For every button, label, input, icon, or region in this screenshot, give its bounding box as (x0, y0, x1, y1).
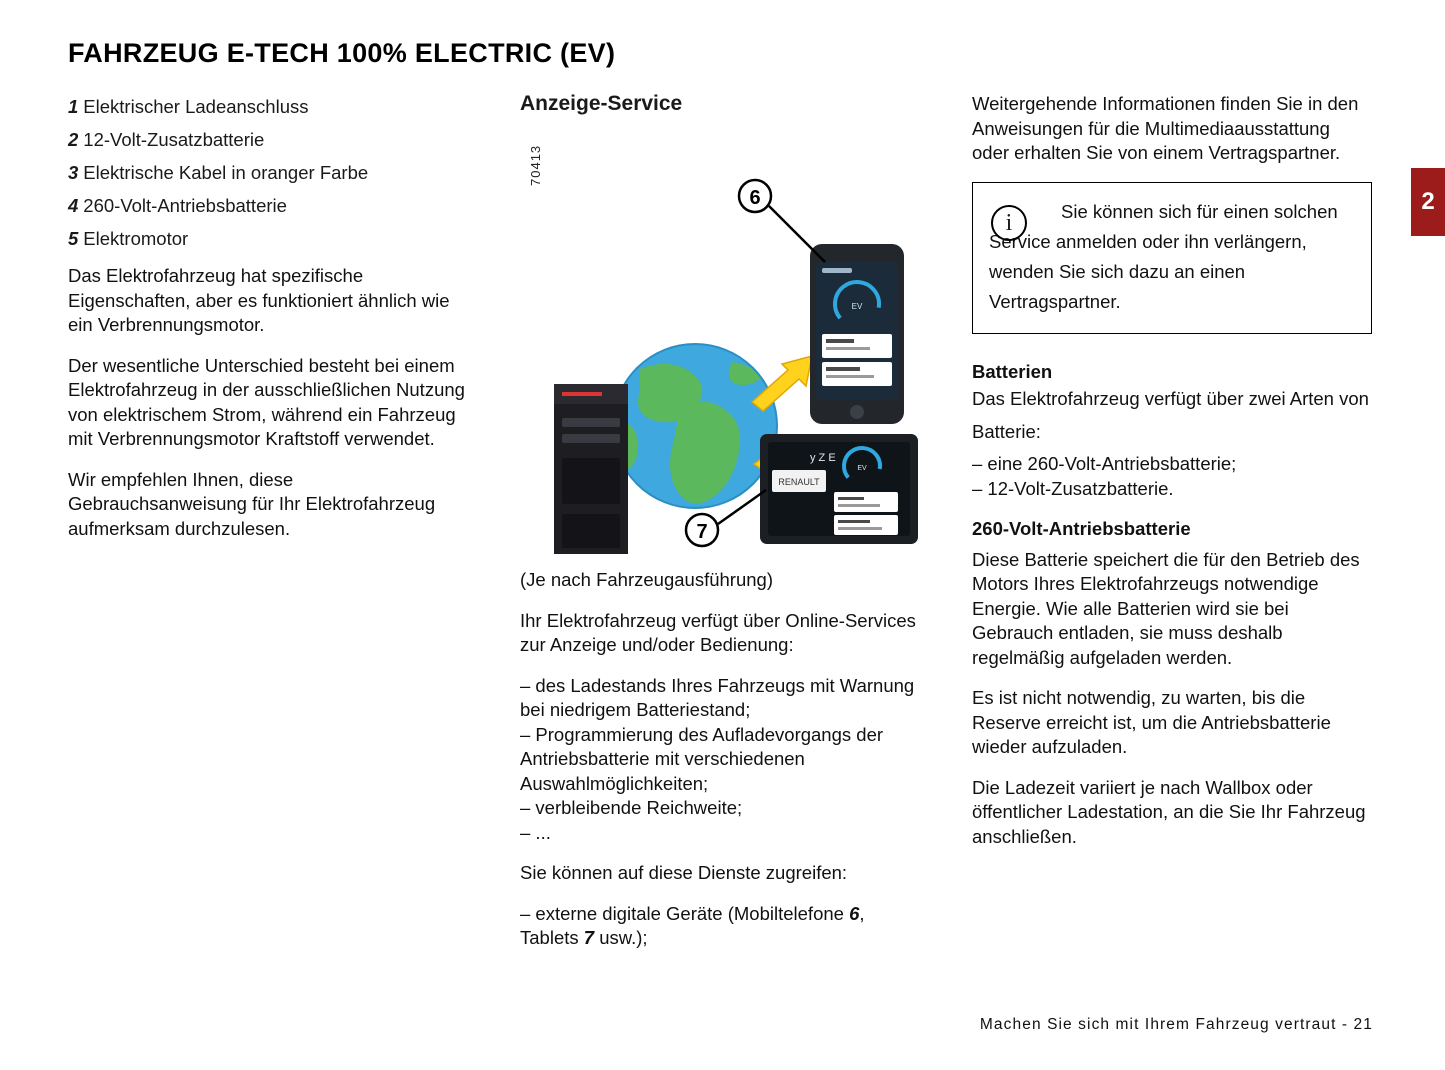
bullet-list (520, 674, 920, 846)
figure-code: 70413 (528, 144, 543, 186)
svg-text:EV: EV (857, 465, 867, 472)
list-item-label: Elektrischer Ladeanschluss (83, 96, 309, 117)
bullet-item: – verbleibende Reichweite; (520, 797, 743, 818)
bullet-item-devices (520, 902, 920, 951)
svg-text:7: 7 (696, 521, 708, 543)
paragraph: Die Ladezeit variiert je nach Wallbox oder öffentlicher Ladestation, an die Sie Ihr Fahrzeug anschließen. (972, 776, 1366, 847)
svg-text:6: 6 (749, 187, 761, 209)
heading-260-volt-antriebsbatterie: 260-Volt-Antriebsbatterie (972, 518, 1191, 539)
section-heading-anzeige-service: Anzeige-Service (520, 92, 683, 115)
paragraph: Batterie: (972, 420, 1041, 442)
bullet-suffix: usw.); (594, 927, 648, 948)
numbered-list (68, 92, 468, 254)
list-item (68, 158, 468, 188)
list-item-label: Elektromotor (83, 228, 189, 249)
device-number-6: 6 (849, 902, 860, 924)
chapter-tab: 2 (1411, 168, 1445, 236)
figure-online-services (520, 134, 920, 554)
callout-6 (739, 180, 825, 262)
paragraph: Der wesentliche Unterschied besteht bei einem Elektrofahrzeug in der ausschließlichen Nutzung von elektrischem Strom, während ein Fahrzeug mit Verbrennungsmotor Kraftstoff verwendet. (68, 354, 465, 449)
smartphone-icon (810, 244, 904, 424)
list-item (68, 92, 468, 122)
svg-text:EV: EV (851, 302, 863, 311)
column-left (68, 92, 468, 557)
battery-type-list (972, 452, 1372, 501)
list-item (68, 125, 468, 155)
heading-batterien: Batterien (972, 360, 1053, 382)
paragraph: Es ist nicht notwendig, zu warten, bis die Reserve erreicht ist, um die Antriebsbatterie wieder aufzuladen. (972, 687, 1331, 757)
list-item (68, 191, 468, 221)
bullet-item: – Programmierung des Aufladevorgangs der Antriebsbatterie mit verschiedenen Auswahlmöglichkeiten; (520, 723, 884, 794)
paragraph: Das Elektrofahrzeug verfügt über zwei Arten von (972, 388, 1369, 409)
list-item-number: 1 (68, 96, 79, 117)
device-number-7: 7 (583, 927, 595, 948)
list-item-number: 3 (68, 162, 79, 183)
tablet-icon (760, 434, 918, 544)
list-item-label: 260-Volt-Antriebsbatterie (83, 195, 287, 216)
bullet-item: – ... (520, 821, 551, 843)
info-box (972, 182, 1372, 334)
list-item (68, 224, 468, 254)
figure-illustration (520, 134, 920, 554)
info-box-text: Sie können sich für einen solchen Service anmelden oder ihn verlängern, wenden Sie sich dazu an einen Vertragspartner. (989, 200, 1338, 312)
bullet-item: – eine 260-Volt-Antriebsbatterie; (972, 453, 1237, 474)
svg-text:y Z E: y Z E (810, 452, 836, 464)
paragraph: Diese Batterie speichert die für den Betrieb des Motors Ihres Elektrofahrzeugs notwendige Energie. Wie alle Batterien wird sie bei Gebrauch entladen, sie muss deshalb regelmäßig aufgeladen werden. (972, 548, 1360, 668)
list-item-number: 4 (68, 195, 79, 216)
paragraph: Das Elektrofahrzeug hat spezifische Eigenschaften, aber es funktioniert ähnlich wie ein Verbrennungsmotor. (68, 265, 450, 335)
paragraph: Weitergehende Informationen finden Sie in den Anweisungen für die Multimediaausstattung oder erhalten Sie von einem Vertragspartner. (972, 93, 1359, 163)
list-item-number: 5 (68, 228, 79, 249)
bullet-prefix: – externe digitale Geräte (Mobiltelefone (520, 902, 850, 924)
paragraph: (Je nach Fahrzeugausführung) (520, 569, 773, 590)
paragraph: Sie können auf diese Dienste zugreifen: (520, 862, 848, 883)
column-middle (520, 92, 920, 967)
svg-text:RENAULT: RENAULT (778, 477, 820, 487)
bullet-item: – des Ladestands Ihres Fahrzeugs mit Warnung bei niedrigem Batteriestand; (520, 674, 915, 720)
desktop-computer-icon (554, 384, 628, 554)
list-item-number: 2 (68, 129, 79, 150)
info-icon: i (991, 205, 1027, 241)
paragraph: Wir empfehlen Ihnen, diese Gebrauchsanweisung für Ihr Elektrofahrzeug aufmerksam durchzulesen. (68, 468, 436, 539)
bullet-mid: , Tablets (520, 902, 865, 948)
page-title: FAHRZEUG E-TECH 100% ELECTRIC (EV) (68, 38, 616, 68)
bullet-item: – 12-Volt-Zusatzbatterie. (972, 477, 1174, 499)
page-footer: Machen Sie sich mit Ihrem Fahrzeug vertraut - 21 (979, 1016, 1373, 1033)
list-item-label: Elektrische Kabel in oranger Farbe (83, 162, 369, 183)
list-item-label: 12-Volt-Zusatzbatterie (83, 129, 265, 150)
paragraph: Ihr Elektrofahrzeug verfügt über Online-Services zur Anzeige und/oder Bedienung: (520, 609, 916, 655)
globe-icon (613, 344, 777, 508)
column-right (972, 92, 1372, 865)
